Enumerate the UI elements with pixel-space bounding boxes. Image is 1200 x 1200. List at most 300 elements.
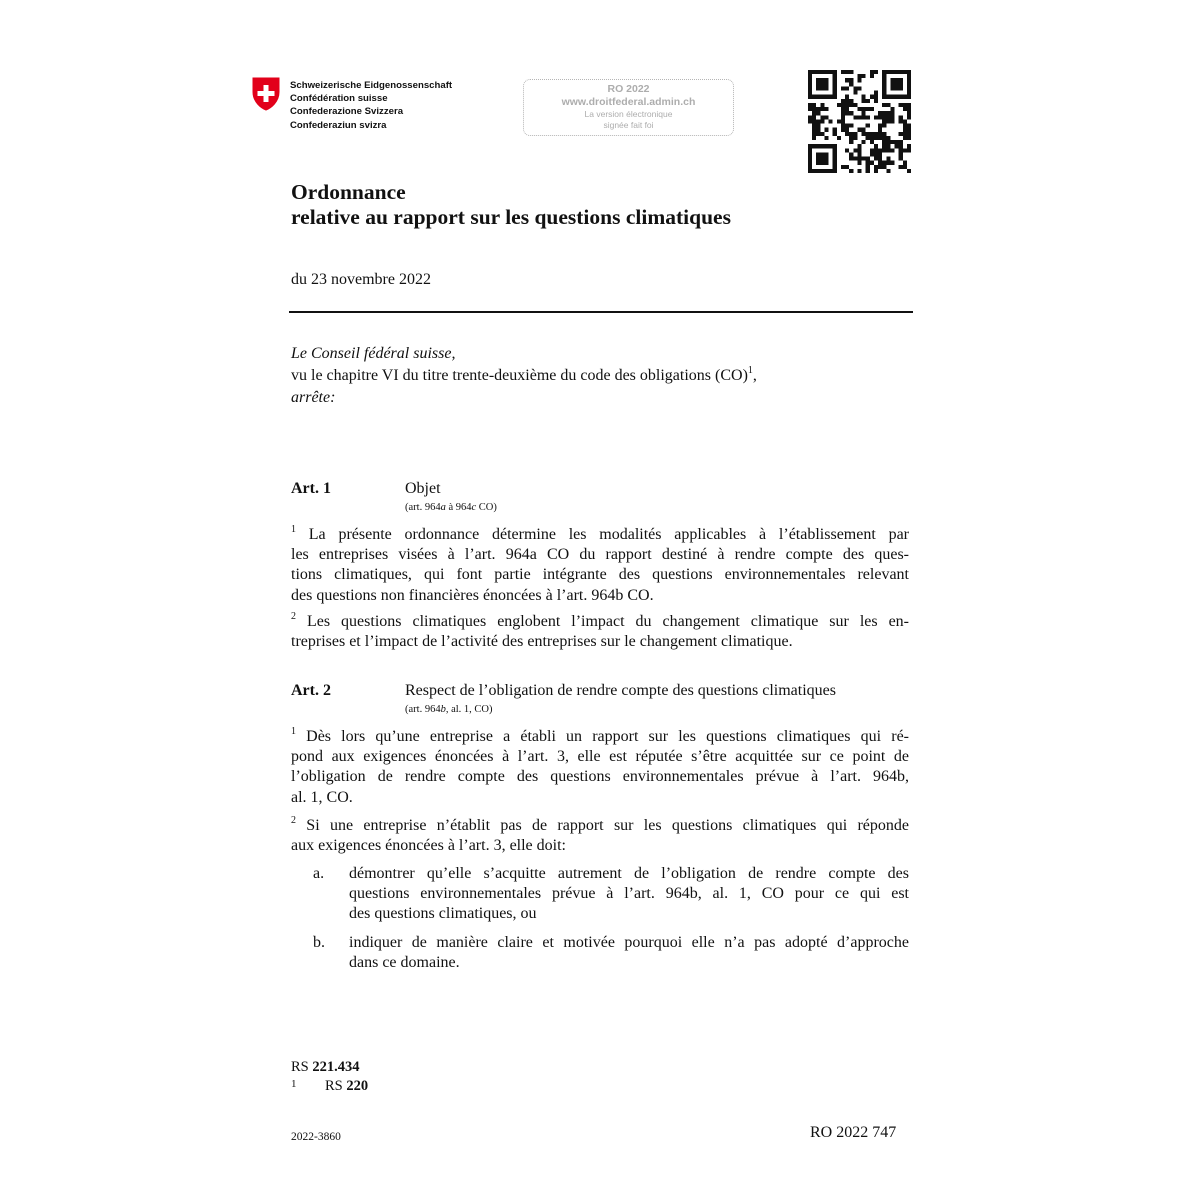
qr-module bbox=[820, 107, 824, 111]
stamp-line-1: RO 2022 bbox=[607, 83, 650, 95]
qr-module bbox=[857, 107, 861, 111]
qr-module bbox=[816, 169, 820, 173]
qr-module bbox=[882, 86, 886, 90]
qr-module bbox=[878, 111, 882, 115]
qr-module bbox=[882, 95, 886, 99]
qr-module bbox=[890, 107, 894, 111]
qr-module bbox=[899, 148, 903, 152]
qr-module bbox=[808, 119, 812, 123]
qr-module bbox=[816, 132, 820, 136]
qr-module bbox=[874, 95, 878, 99]
preamble-basis-text: vu le chapitre VI du titre trente-deuxième du code des obligations (CO) bbox=[291, 367, 748, 384]
qr-module bbox=[890, 148, 894, 152]
list-item-a: démontrer qu’elle s’acquitte autrement de l’obligation de rendre compte des questions environnementales prévue à l’art. 964b, al. 1, CO pour ce qui est des questions climatiques, ou bbox=[349, 865, 909, 923]
document-number: 2022-3860 bbox=[291, 1131, 341, 1143]
qr-module bbox=[878, 157, 882, 161]
qr-module bbox=[812, 107, 816, 111]
qr-module bbox=[895, 82, 899, 86]
qr-module bbox=[820, 115, 824, 119]
qr-module bbox=[820, 82, 824, 86]
qr-module bbox=[874, 148, 878, 152]
qr-module bbox=[829, 169, 833, 173]
qr-module bbox=[903, 95, 907, 99]
qr-module bbox=[808, 115, 812, 119]
qr-module bbox=[845, 128, 849, 132]
qr-module bbox=[808, 82, 812, 86]
qr-module bbox=[820, 152, 824, 156]
qr-module bbox=[820, 95, 824, 99]
confederation-name-de: Schweizerische Eidgenossenschaft bbox=[290, 80, 453, 91]
qr-module bbox=[890, 78, 894, 82]
article-2-number: Art. 2 bbox=[291, 682, 331, 699]
qr-module bbox=[899, 152, 903, 156]
qr-module bbox=[833, 82, 837, 86]
qr-module bbox=[882, 165, 886, 169]
preamble-basis-end: , bbox=[752, 367, 757, 384]
qr-module bbox=[853, 136, 857, 140]
qr-module bbox=[824, 70, 828, 74]
qr-module bbox=[857, 161, 861, 165]
confederation-names bbox=[290, 79, 452, 132]
qr-module bbox=[870, 140, 874, 144]
qr-module bbox=[824, 86, 828, 90]
qr-module bbox=[886, 169, 890, 173]
qr-module bbox=[841, 86, 845, 90]
qr-module bbox=[903, 103, 907, 107]
qr-module bbox=[907, 144, 911, 148]
document-date: du 23 novembre 2022 bbox=[291, 271, 431, 288]
qr-module bbox=[870, 161, 874, 165]
qr-module bbox=[899, 70, 903, 74]
qr-module bbox=[857, 144, 861, 148]
qr-module bbox=[878, 165, 882, 169]
qr-module bbox=[845, 165, 849, 169]
qr-module bbox=[907, 132, 911, 136]
qr-module bbox=[903, 132, 907, 136]
qr-module bbox=[890, 115, 894, 119]
qr-module bbox=[833, 157, 837, 161]
qr-module bbox=[866, 157, 870, 161]
article-1-paragraph-1: $^1$ La présente ordonnance détermine les modalités applicables à l’établissement par les entreprises visées à l’art. 964a CO du rapport destiné à rendre compte des ques- tions climatiques, qui font partie intégrante des questions environnementales relevant des questions non financières énoncées à l’art. 964b CO. bbox=[291, 523, 909, 604]
qr-module bbox=[849, 103, 853, 107]
qr-module bbox=[862, 99, 866, 103]
qr-module bbox=[824, 115, 828, 119]
qr-module bbox=[903, 161, 907, 165]
qr-module bbox=[820, 161, 824, 165]
qr-module bbox=[824, 95, 828, 99]
qr-module bbox=[841, 70, 845, 74]
qr-module bbox=[874, 91, 878, 95]
qr-module bbox=[829, 95, 833, 99]
qr-module bbox=[820, 78, 824, 82]
qr-module bbox=[816, 107, 820, 111]
qr-module bbox=[824, 107, 828, 111]
qr-module bbox=[907, 70, 911, 74]
qr-module bbox=[808, 103, 812, 107]
qr-module bbox=[849, 136, 853, 140]
qr-module bbox=[899, 132, 903, 136]
qr-module bbox=[812, 115, 816, 119]
footnote-ref-1[interactable]: 1 bbox=[747, 364, 753, 376]
qr-module bbox=[903, 70, 907, 74]
qr-module bbox=[816, 144, 820, 148]
qr-module bbox=[903, 107, 907, 111]
list-item-b: indiquer de manière claire et motivée pourquoi elle n’a pas adopté d’approche dans ce domaine. bbox=[349, 934, 909, 972]
qr-module bbox=[882, 115, 886, 119]
qr-module bbox=[886, 70, 890, 74]
qr-module bbox=[886, 157, 890, 161]
qr-module bbox=[874, 169, 878, 173]
qr-module bbox=[845, 107, 849, 111]
qr-module bbox=[820, 169, 824, 173]
rs-classification: RS 221.434 bbox=[291, 1059, 360, 1075]
qr-module bbox=[853, 132, 857, 136]
qr-module bbox=[820, 119, 824, 123]
qr-module bbox=[870, 148, 874, 152]
qr-module bbox=[874, 132, 878, 136]
qr-module bbox=[833, 165, 837, 169]
qr-module bbox=[866, 169, 870, 173]
qr-module bbox=[907, 115, 911, 119]
qr-module bbox=[857, 148, 861, 152]
qr-module bbox=[882, 132, 886, 136]
qr-code-icon bbox=[808, 70, 911, 173]
qr-module bbox=[833, 74, 837, 78]
qr-module bbox=[812, 144, 816, 148]
qr-module bbox=[907, 91, 911, 95]
qr-module bbox=[886, 148, 890, 152]
qr-module bbox=[878, 115, 882, 119]
qr-module bbox=[886, 103, 890, 107]
qr-module bbox=[907, 95, 911, 99]
title-divider bbox=[289, 311, 913, 313]
qr-module bbox=[895, 140, 899, 144]
qr-module bbox=[878, 132, 882, 136]
article-1-paragraph-2: $^2$ Les questions climatiques englobent l’impact du changement climatique sur les en- treprises et l’impact de l’activité des entreprises sur le changement climatique. bbox=[291, 610, 909, 651]
qr-module bbox=[849, 70, 853, 74]
qr-module bbox=[882, 140, 886, 144]
qr-module bbox=[899, 78, 903, 82]
qr-module bbox=[808, 95, 812, 99]
qr-module bbox=[907, 148, 911, 152]
qr-module bbox=[812, 111, 816, 115]
qr-module bbox=[816, 82, 820, 86]
qr-module bbox=[895, 78, 899, 82]
qr-module bbox=[841, 165, 845, 169]
qr-module bbox=[833, 144, 837, 148]
qr-module bbox=[845, 132, 849, 136]
qr-module bbox=[890, 119, 894, 123]
qr-module bbox=[862, 128, 866, 132]
qr-module bbox=[890, 82, 894, 86]
qr-module bbox=[812, 128, 816, 132]
qr-module bbox=[808, 74, 812, 78]
qr-module bbox=[833, 148, 837, 152]
qr-module bbox=[882, 82, 886, 86]
qr-module bbox=[899, 86, 903, 90]
qr-module bbox=[886, 111, 890, 115]
qr-module bbox=[841, 107, 845, 111]
qr-module bbox=[857, 169, 861, 173]
article-1-number: Art. 1 bbox=[291, 480, 331, 497]
qr-module bbox=[862, 132, 866, 136]
qr-module bbox=[866, 161, 870, 165]
qr-module bbox=[857, 152, 861, 156]
qr-module bbox=[882, 91, 886, 95]
qr-module bbox=[816, 95, 820, 99]
qr-module bbox=[903, 165, 907, 169]
qr-module bbox=[816, 161, 820, 165]
qr-module bbox=[882, 124, 886, 128]
qr-module bbox=[849, 152, 853, 156]
qr-module bbox=[829, 119, 833, 123]
qr-module bbox=[882, 70, 886, 74]
qr-module bbox=[890, 161, 894, 165]
qr-module bbox=[907, 74, 911, 78]
qr-module bbox=[853, 103, 857, 107]
qr-module bbox=[874, 152, 878, 156]
qr-module bbox=[824, 78, 828, 82]
qr-module bbox=[808, 107, 812, 111]
qr-module bbox=[812, 103, 816, 107]
official-compilation-reference: RO 2022 747 bbox=[810, 1124, 897, 1141]
qr-module bbox=[808, 157, 812, 161]
qr-module bbox=[886, 95, 890, 99]
qr-module bbox=[849, 132, 853, 136]
qr-module bbox=[849, 124, 853, 128]
qr-module bbox=[845, 95, 849, 99]
qr-module bbox=[903, 119, 907, 123]
qr-module bbox=[866, 99, 870, 103]
qr-module bbox=[829, 144, 833, 148]
qr-module bbox=[857, 157, 861, 161]
qr-module bbox=[895, 95, 899, 99]
qr-module bbox=[903, 136, 907, 140]
qr-module bbox=[862, 140, 866, 144]
qr-module bbox=[816, 124, 820, 128]
qr-module bbox=[820, 70, 824, 74]
qr-module bbox=[866, 132, 870, 136]
qr-module bbox=[874, 99, 878, 103]
electronic-signature-stamp bbox=[523, 79, 734, 136]
qr-module bbox=[862, 115, 866, 119]
qr-module bbox=[886, 115, 890, 119]
preamble-basis bbox=[291, 365, 757, 387]
qr-module bbox=[882, 136, 886, 140]
qr-module bbox=[841, 111, 845, 115]
qr-module bbox=[812, 70, 816, 74]
qr-module bbox=[820, 132, 824, 136]
qr-module bbox=[849, 111, 853, 115]
qr-module bbox=[878, 128, 882, 132]
qr-module bbox=[816, 152, 820, 156]
qr-module bbox=[849, 140, 853, 144]
qr-module bbox=[816, 78, 820, 82]
qr-module bbox=[882, 78, 886, 82]
qr-module bbox=[816, 111, 820, 115]
qr-module bbox=[808, 169, 812, 173]
qr-module bbox=[874, 157, 878, 161]
qr-module bbox=[857, 115, 861, 119]
title-line-2: relative au rapport sur les questions climatiques bbox=[291, 205, 731, 229]
qr-module bbox=[833, 128, 837, 132]
qr-module bbox=[808, 91, 812, 95]
qr-module bbox=[870, 136, 874, 140]
qr-module bbox=[808, 144, 812, 148]
qr-module bbox=[907, 136, 911, 140]
qr-module bbox=[853, 148, 857, 152]
preamble bbox=[291, 343, 757, 409]
preamble-decision: arrête: bbox=[291, 389, 336, 406]
qr-module bbox=[841, 99, 845, 103]
qr-module bbox=[857, 86, 861, 90]
qr-module bbox=[849, 99, 853, 103]
qr-module bbox=[845, 148, 849, 152]
qr-module bbox=[812, 169, 816, 173]
qr-module bbox=[820, 144, 824, 148]
qr-module bbox=[824, 152, 828, 156]
qr-module bbox=[899, 103, 903, 107]
preamble-authority: Le Conseil fédéral suisse, bbox=[291, 345, 456, 362]
qr-module bbox=[882, 103, 886, 107]
qr-module bbox=[882, 111, 886, 115]
qr-module bbox=[874, 115, 878, 119]
swiss-coat-of-arms-icon bbox=[251, 77, 281, 111]
qr-module bbox=[820, 86, 824, 90]
qr-module bbox=[882, 161, 886, 165]
qr-module bbox=[816, 86, 820, 90]
qr-module bbox=[812, 132, 816, 136]
qr-module bbox=[870, 70, 874, 74]
qr-module bbox=[899, 165, 903, 169]
qr-module bbox=[833, 132, 837, 136]
qr-module bbox=[862, 74, 866, 78]
qr-module bbox=[849, 78, 853, 82]
qr-module bbox=[849, 169, 853, 173]
qr-module bbox=[899, 115, 903, 119]
qr-module bbox=[808, 148, 812, 152]
qr-module bbox=[845, 111, 849, 115]
qr-module bbox=[899, 82, 903, 86]
qr-module bbox=[816, 128, 820, 132]
qr-module bbox=[849, 157, 853, 161]
qr-module bbox=[907, 82, 911, 86]
qr-module bbox=[878, 152, 882, 156]
qr-module bbox=[882, 148, 886, 152]
qr-module bbox=[878, 136, 882, 140]
qr-module bbox=[899, 119, 903, 123]
qr-module bbox=[882, 119, 886, 123]
qr-module bbox=[870, 95, 874, 99]
qr-module bbox=[866, 115, 870, 119]
qr-module bbox=[845, 99, 849, 103]
qr-module bbox=[833, 86, 837, 90]
qr-module bbox=[907, 107, 911, 111]
qr-module bbox=[895, 86, 899, 90]
qr-module bbox=[907, 128, 911, 132]
title-line-1: Ordonnance bbox=[291, 180, 406, 204]
qr-module bbox=[907, 111, 911, 115]
qr-module bbox=[833, 95, 837, 99]
qr-module bbox=[890, 111, 894, 115]
qr-module bbox=[812, 95, 816, 99]
qr-module bbox=[899, 95, 903, 99]
document-title bbox=[291, 180, 731, 230]
qr-module bbox=[890, 95, 894, 99]
qr-module bbox=[853, 157, 857, 161]
qr-module bbox=[824, 157, 828, 161]
qr-module bbox=[845, 103, 849, 107]
qr-module bbox=[824, 128, 828, 132]
confederation-name-fr: Confédération suisse bbox=[290, 93, 388, 105]
article-2-paragraph-2: $^2$ Si une entreprise n’établit pas de rapport sur les questions climatiques qui réponde aux exigences énoncées à l’art. 3, elle doit: bbox=[291, 814, 909, 855]
qr-module bbox=[878, 124, 882, 128]
qr-module bbox=[878, 161, 882, 165]
qr-module bbox=[857, 128, 861, 132]
article-1-title: Objet bbox=[405, 480, 441, 497]
qr-module bbox=[845, 86, 849, 90]
qr-module bbox=[886, 136, 890, 140]
qr-module bbox=[824, 82, 828, 86]
qr-module bbox=[845, 70, 849, 74]
qr-module bbox=[886, 161, 890, 165]
qr-module bbox=[845, 124, 849, 128]
list-item-b-letter: b. bbox=[313, 934, 325, 951]
qr-module bbox=[824, 169, 828, 173]
qr-module bbox=[841, 103, 845, 107]
qr-module bbox=[841, 128, 845, 132]
stamp-line-4: signée fait foi bbox=[603, 120, 654, 130]
qr-module bbox=[866, 124, 870, 128]
article-2-paragraph-1: $^1$ Dès lors qu’une entreprise a établi un rapport sur les questions climatiques qui ré- pond aux exigences énoncées à l’art. 3, elle est réputée s’être acquittée sur ce point de l’obligation de rendre compte des questions environnementales prévue à l’art. 964b, al. 1, CO. bbox=[291, 725, 909, 806]
qr-module bbox=[824, 161, 828, 165]
qr-module bbox=[866, 107, 870, 111]
qr-module bbox=[808, 86, 812, 90]
qr-module bbox=[874, 144, 878, 148]
qr-module bbox=[907, 86, 911, 90]
qr-module bbox=[895, 144, 899, 148]
qr-module bbox=[845, 78, 849, 82]
article-2-reference: (art. 964b, al. 1, CO) bbox=[405, 704, 493, 715]
qr-module bbox=[874, 165, 878, 169]
footnote-1-number: 1 bbox=[291, 1078, 297, 1090]
article-2-title: Respect de l’obligation de rendre compte des questions climatiques bbox=[405, 682, 836, 699]
qr-module bbox=[907, 124, 911, 128]
qr-module bbox=[841, 119, 845, 123]
qr-module bbox=[820, 103, 824, 107]
qr-module bbox=[808, 165, 812, 169]
qr-module bbox=[890, 140, 894, 144]
qr-module bbox=[808, 161, 812, 165]
qr-module bbox=[874, 70, 878, 74]
qr-module bbox=[899, 140, 903, 144]
qr-module bbox=[895, 70, 899, 74]
qr-module bbox=[866, 165, 870, 169]
qr-module bbox=[837, 119, 841, 123]
qr-module bbox=[841, 115, 845, 119]
qr-module bbox=[882, 144, 886, 148]
qr-module bbox=[816, 70, 820, 74]
qr-module bbox=[833, 161, 837, 165]
qr-module bbox=[829, 70, 833, 74]
qr-module bbox=[808, 152, 812, 156]
qr-module bbox=[907, 78, 911, 82]
qr-module bbox=[833, 70, 837, 74]
qr-module bbox=[812, 119, 816, 123]
qr-module bbox=[903, 128, 907, 132]
qr-module bbox=[866, 136, 870, 140]
qr-module bbox=[824, 136, 828, 140]
